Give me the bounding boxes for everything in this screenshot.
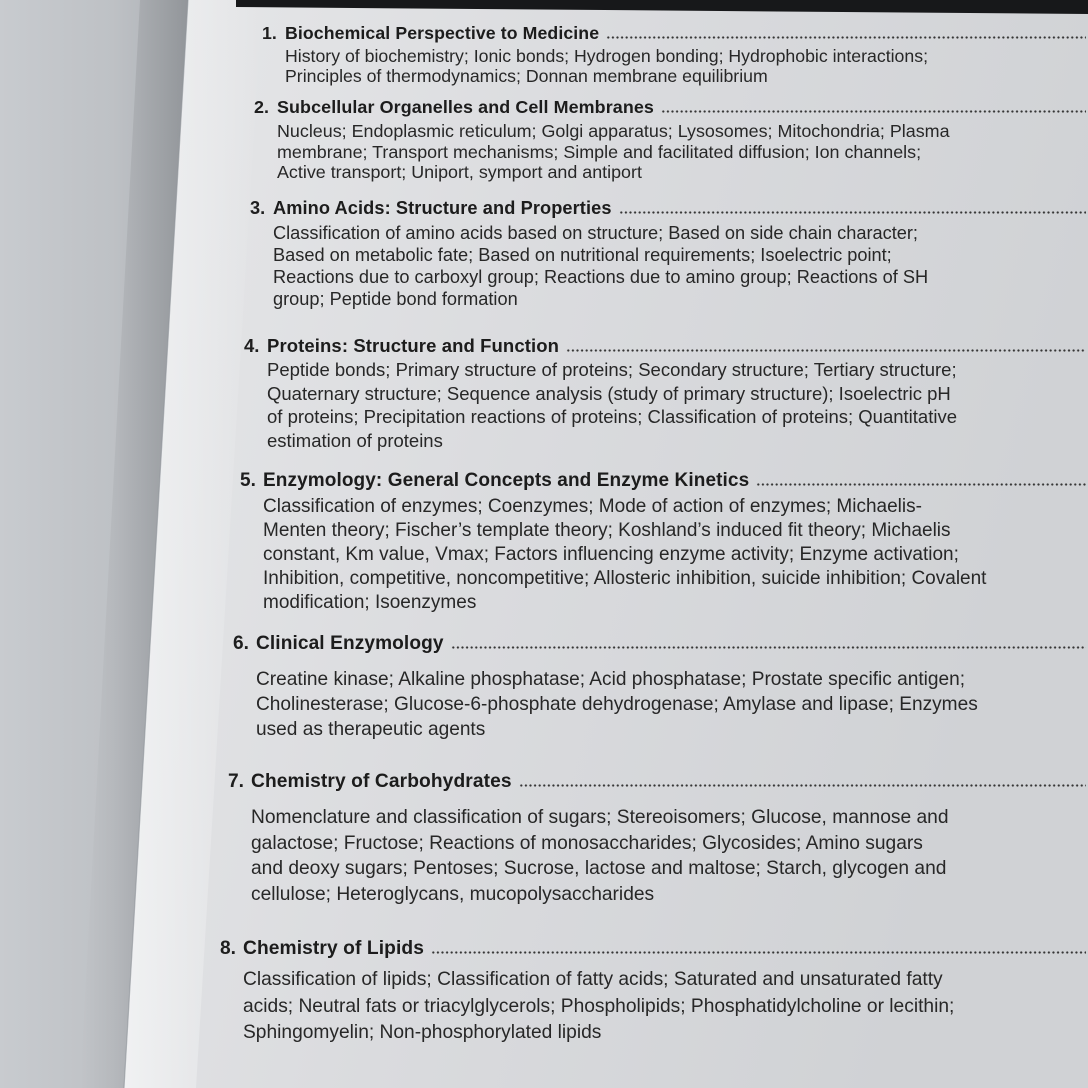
topic-line: galactose; Fructose; Reactions of monosaccharides; Glycosides; Amino sugars xyxy=(251,832,923,854)
topic-line: Classification of amino acids based on structure; Based on side chain character; xyxy=(273,223,918,243)
chapter-number: 2. xyxy=(254,97,269,117)
toc-entry-3 xyxy=(250,197,1086,310)
chapter-title: Subcellular Organelles and Cell Membranes xyxy=(277,97,654,117)
topic-line: Cholinesterase; Glucose-6-phosphate dehydrogenase; Amylase and lipase; Enzymes xyxy=(256,694,978,715)
topic-line: membrane; Transport mechanisms; Simple and facilitated diffusion; Ion channels; xyxy=(277,141,922,162)
topic-line: Creatine kinase; Alkaline phosphatase; Acid phosphatase; Prostate specific antigen; xyxy=(256,669,966,690)
chapter-topics xyxy=(228,805,1086,907)
chapter-number: 3. xyxy=(250,198,266,218)
topic-line: Reactions due to carboxyl group; Reactions due to amino group; Reactions of SH xyxy=(273,267,929,287)
chapter-title: Chemistry of Lipids xyxy=(243,938,425,959)
dot-leader xyxy=(619,211,1086,214)
toc-entry-5 xyxy=(240,469,1086,615)
topic-line: cellulose; Heteroglycans, mucopolysaccharides xyxy=(251,883,655,905)
topic-line: used as therapeutic agents xyxy=(256,719,486,740)
dot-leader xyxy=(606,36,1086,39)
topic-line: Menten theory; Fischer’s template theory; Koshland’s induced fit theory; Michaelis xyxy=(263,520,951,541)
chapter-title: Amino Acids: Structure and Properties xyxy=(273,198,612,218)
dot-leader xyxy=(519,784,1086,787)
dot-leader xyxy=(756,483,1086,486)
toc-entry-2 xyxy=(254,97,1086,183)
chapter-number: 8. xyxy=(220,938,237,959)
topic-line: Active transport; Uniport, symport and antiport xyxy=(277,162,642,182)
topic-line: group; Peptide bond formation xyxy=(273,289,518,309)
topic-line: Classification of enzymes; Coenzymes; Mode of action of enzymes; Michaelis- xyxy=(263,496,922,517)
toc-entry-1 xyxy=(262,23,1086,86)
chapter-topics xyxy=(240,495,1086,615)
entry-heading xyxy=(233,631,1086,656)
entry-heading xyxy=(228,769,1086,795)
topic-line: Nucleus; Endoplasmic reticulum; Golgi apparatus; Lysosomes; Mitochondria; Plasma xyxy=(277,121,950,141)
entry-heading xyxy=(220,936,1086,963)
topic-line: estimation of proteins xyxy=(267,429,443,451)
chapter-title: Biochemical Perspective to Medicine xyxy=(285,23,600,43)
entry-heading xyxy=(250,197,1086,219)
chapter-number: 4. xyxy=(244,335,260,356)
topic-line: modification; Isoenzymes xyxy=(263,592,477,613)
chapter-topics xyxy=(254,121,1086,183)
entry-heading xyxy=(244,334,1086,358)
toc-entry-6 xyxy=(233,631,1086,742)
dot-leader xyxy=(566,349,1086,352)
topic-line: and deoxy sugars; Pentoses; Sucrose, lactose and maltose; Starch, glycogen and xyxy=(251,858,947,879)
chapter-number: 5. xyxy=(240,470,256,491)
chapter-title: Enzymology: General Concepts and Enzyme Kinetics xyxy=(263,470,750,491)
chapter-topics xyxy=(220,967,1086,1047)
chapter-number: 7. xyxy=(228,771,245,792)
chapter-title: Chemistry of Carbohydrates xyxy=(251,771,512,792)
toc-entry-8 xyxy=(220,936,1086,1047)
topic-line: Peptide bonds; Primary structure of proteins; Secondary structure; Tertiary structure; xyxy=(267,359,957,380)
chapter-number: 6. xyxy=(233,633,249,654)
dot-leader xyxy=(661,110,1086,113)
chapter-title: Clinical Enzymology xyxy=(256,633,444,654)
chapter-title: Proteins: Structure and Function xyxy=(267,335,560,356)
chapter-topics xyxy=(244,358,1086,452)
toc-entry-4 xyxy=(244,334,1086,452)
chapter-topics xyxy=(262,46,1086,86)
topic-line: of proteins; Precipitation reactions of proteins; Classification of proteins; Quantitative xyxy=(267,406,957,427)
dot-leader xyxy=(451,646,1086,649)
topic-line: Quaternary structure; Sequence analysis (study of primary structure); Isoelectric pH xyxy=(267,382,951,404)
topic-line: Principles of thermodynamics; Donnan membrane equilibrium xyxy=(285,66,768,86)
topic-line: constant, Km value, Vmax; Factors influencing enzyme activity; Enzyme activation; xyxy=(263,544,959,565)
chapter-topics xyxy=(250,222,1086,310)
dot-leader xyxy=(431,951,1086,954)
topic-line: Inhibition, competitive, noncompetitive; Allosteric inhibition, suicide inhibition; Covalent xyxy=(263,568,987,589)
topic-line: acids; Neutral fats or triacylglycerols; Phospholipids; Phosphatidylcholine or lecithin; xyxy=(243,995,955,1017)
toc-entry-7 xyxy=(228,769,1086,907)
entry-heading xyxy=(240,469,1086,493)
topic-line: Nomenclature and classification of sugars; Stereoisomers; Glucose, mannose and xyxy=(251,807,949,828)
chapter-topics xyxy=(233,667,1086,742)
topic-line: Sphingomyelin; Non-phosphorylated lipids xyxy=(243,1022,602,1043)
topic-line: Based on metabolic fate; Based on nutritional requirements; Isoelectric point; xyxy=(273,245,892,265)
topic-line: Classification of lipids; Classification of fatty acids; Saturated and unsaturated fatty xyxy=(243,969,943,990)
entry-heading xyxy=(262,23,1086,43)
chapter-number: 1. xyxy=(262,23,277,43)
entry-heading xyxy=(254,97,1086,118)
topic-line: History of biochemistry; Ionic bonds; Hydrogen bonding; Hydrophobic interactions; xyxy=(285,46,928,66)
